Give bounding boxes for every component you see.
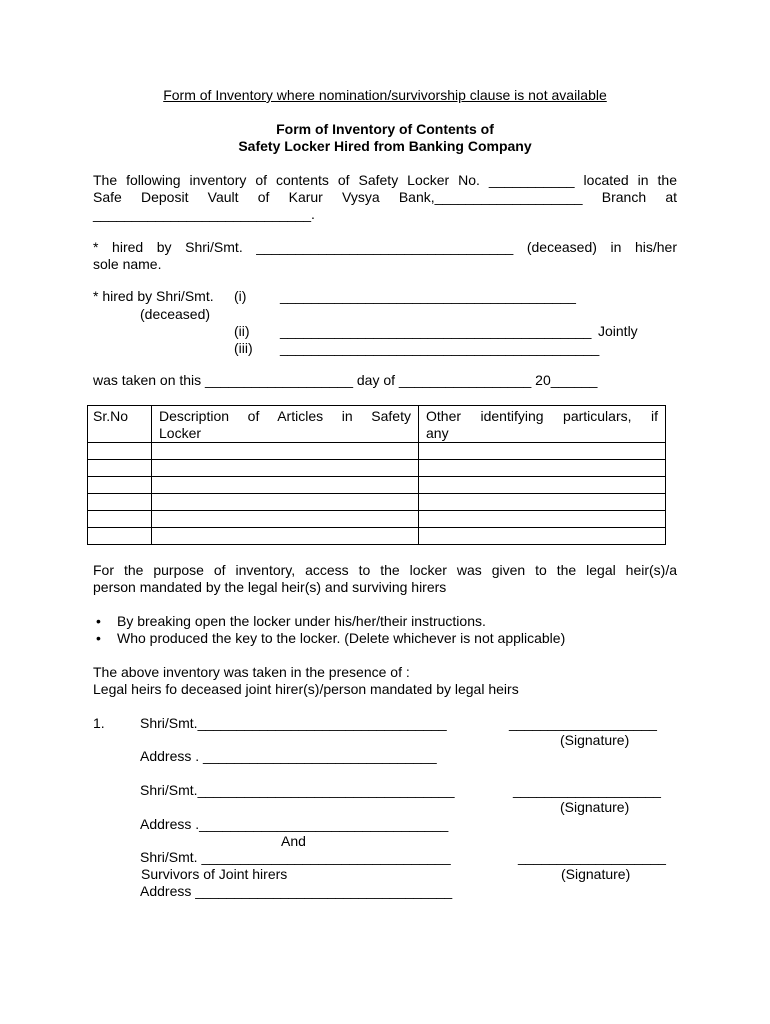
table-row: [88, 443, 666, 460]
hired-joint-blank-ii: ________________________________________: [280, 323, 592, 339]
witness-address-2: Address .________________________________: [140, 816, 449, 832]
table-cell: [88, 494, 152, 511]
table-row: [88, 528, 666, 545]
table-cell: [152, 528, 419, 545]
table-row: [88, 477, 666, 494]
survivors-label: Survivors of Joint hirers: [141, 866, 288, 882]
header-identifying-line-2: any: [426, 425, 449, 441]
signature-line-2: ___________________: [513, 782, 661, 798]
witness-shri-1: Shri/Smt.________________________________: [140, 715, 447, 731]
header-description-line-1: Description of Articles in Safety: [159, 408, 411, 424]
table-cell: [88, 528, 152, 545]
header-description-line-2: Locker: [159, 425, 202, 441]
form-title-line-1: Form of Inventory of Contents of: [276, 121, 494, 137]
hired-joint-blank-i: ______________________________________: [280, 288, 576, 304]
hired-joint-deceased: (deceased): [140, 306, 211, 322]
presence-line-2: Legal heirs fo deceased joint hirer(s)/person mandated by legal heirs: [93, 681, 519, 697]
table-cell: [152, 494, 419, 511]
signature-line-1: ___________________: [509, 715, 657, 731]
table-cell: [152, 511, 419, 528]
purpose-line-1: For the purpose of inventory, access to the locker was given to the legal heir(s)/a: [93, 562, 677, 578]
form-top-title: Form of Inventory where nomination/survivorship clause is not available: [163, 87, 607, 103]
and-label: And: [281, 833, 306, 849]
table-cell: [152, 443, 419, 460]
table-header-row: [88, 406, 666, 443]
signature-label-2: (Signature): [560, 799, 630, 815]
hired-joint-jointly: Jointly: [598, 323, 638, 339]
table-cell: [419, 528, 666, 545]
hired-joint-marker-iii: (iii): [234, 340, 253, 356]
intro-line-3: ____________________________.: [93, 206, 315, 222]
presence-line-1: The above inventory was taken in the presence of :: [93, 664, 410, 680]
table-cell: [88, 511, 152, 528]
hired-joint-label: * hired by Shri/Smt.: [93, 288, 214, 304]
intro-line-1: The following inventory of contents of Safety Locker No. ___________ located in the: [93, 172, 677, 188]
table-cell: [88, 443, 152, 460]
table-cell: [88, 477, 152, 494]
bullet-icon: [96, 613, 101, 630]
header-sr-no: [88, 406, 152, 443]
table-cell: [419, 443, 666, 460]
intro-line-2: Safe Deposit Vault of Karur Vysya Bank,___________________ Branch at: [93, 189, 677, 205]
table-cell: [88, 460, 152, 477]
witness-address-3: Address _________________________________: [140, 883, 453, 899]
table-cell: [419, 494, 666, 511]
table-cell: [152, 460, 419, 477]
header-identifying: [419, 406, 666, 443]
header-identifying-line-1: Other identifying particulars, if: [426, 408, 658, 424]
table-cell: [419, 460, 666, 477]
bullet-item-breaking-open: By breaking open the locker under his/her/their instructions.: [117, 613, 486, 629]
table-row: [88, 494, 666, 511]
witness-number: 1.: [93, 715, 105, 731]
table-cell: [152, 477, 419, 494]
hired-joint-marker-ii: (ii): [234, 323, 250, 339]
inventory-table: [87, 405, 666, 545]
table-row: [88, 460, 666, 477]
header-description: [152, 406, 419, 443]
signature-line-3: ___________________: [518, 849, 666, 865]
bullet-icon: [96, 630, 101, 647]
date-line: was taken on this ___________________ day of _________________ 20______: [93, 372, 598, 388]
hired-single-line-1: * hired by Shri/Smt. _________________________________ (deceased) in his/her: [93, 239, 677, 255]
bullet-item-key-produced: Who produced the key to the locker. (Delete whichever is not applicable): [117, 630, 566, 646]
witness-address-1: Address . ______________________________: [140, 748, 437, 764]
witness-shri-3: Shri/Smt. ________________________________: [140, 849, 451, 865]
header-sr-no-text: Sr.No: [93, 408, 129, 424]
table-cell: [419, 477, 666, 494]
witness-shri-2: Shri/Smt._________________________________: [140, 782, 455, 798]
hired-joint-blank-iii: _________________________________________: [280, 340, 600, 356]
signature-label-3: (Signature): [561, 866, 631, 882]
purpose-line-2: person mandated by the legal heir(s) and surviving hirers: [93, 579, 447, 595]
signature-label-1: (Signature): [560, 732, 630, 748]
hired-joint-marker-i: (i): [234, 288, 247, 304]
form-title-line-2: Safety Locker Hired from Banking Company: [238, 138, 532, 154]
table-cell: [419, 511, 666, 528]
table-row: [88, 511, 666, 528]
hired-single-line-2: sole name.: [93, 256, 162, 272]
